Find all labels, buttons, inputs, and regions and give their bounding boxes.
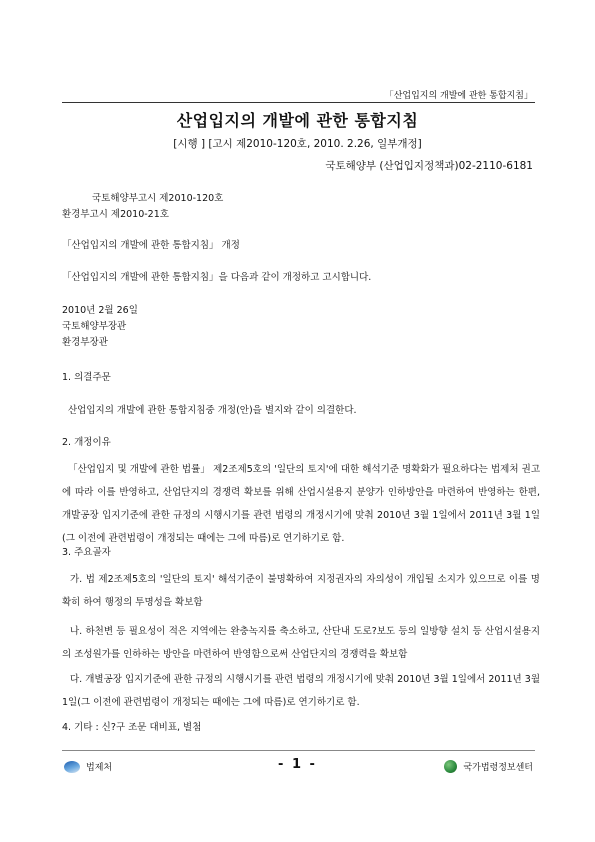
section-3-item-ga: 가. 법 제2조제5호의 '일단의 토지' 해석기준이 불명확하여 지정권자의 자의성이 개입될 소지가 있으므로 이를 명확히 하여 행정의 투명성을 확보함 xyxy=(62,574,540,608)
running-header-title: 「산업입지의 개발에 관한 통합지침」 xyxy=(384,91,533,101)
section-2-text: 「산업입지 및 개발에 관한 법률」 제2조제5호의 '일단의 토지'에 대한 해석기준 명확화가 필요하다는 법제처 권고에 따라 이를 반영하고, 산업단지의 경쟁력 확보를 위해 산업시설용지 분양가 인하방안을 마련하여 반영하는 한편, 개발공장 입지기준에 관한 규정의 시행시기를 관련 법령의 개정시기에 맞춰 2010년 3월 1일에서 2011년 3월 1일(그 이전에 관련법령이 개정되는 때에는 그에 따름)로 연기하기로 함. xyxy=(62,464,540,544)
page-number: - 1 - xyxy=(278,757,317,772)
revision-line: [시행 ] [고시 제2010-120호, 2010. 2.26, 일부개정] xyxy=(173,138,422,150)
notice-date: 2010년 2월 26일 xyxy=(62,305,138,316)
header-divider xyxy=(62,102,535,103)
signer-2: 환경부장관 xyxy=(62,337,108,348)
section-3-heading: 3. 주요골자 xyxy=(62,547,111,558)
law-center-logo-icon xyxy=(444,760,457,773)
notice-number-1: 국토해양부고시 제2010-120호 xyxy=(92,193,224,204)
announce-text: 「산업입지의 개발에 관한 통합지침」을 다음과 같이 개정하고 고시합니다. xyxy=(62,272,372,283)
footer-right-label: 국가법령정보센터 xyxy=(463,763,533,773)
ministry-contact: 국토해양부 (산업입지정책과)02-2110-6181 xyxy=(325,160,533,172)
amend-subject: 「산업입지의 개발에 관한 통합지침」 개정 xyxy=(62,240,240,251)
section-4-text: 4. 기타 : 신?구 조문 대비표, 별첨 xyxy=(62,722,202,733)
section-1-heading: 1. 의결주문 xyxy=(62,372,111,383)
signer-1: 국토해양부장관 xyxy=(62,321,127,332)
footer-left-label: 법제처 xyxy=(86,763,113,773)
section-1-text: 산업입지의 개발에 관한 통합지침중 개정(안)을 별지와 같이 의결한다. xyxy=(68,405,357,416)
footer-divider xyxy=(62,750,535,751)
section-3-item-da: 다. 개별공장 입지기준에 관한 규정의 시행시기를 관련 법령의 개정시기에 맞춰 2010년 3월 1일에서 2011년 3월 1일(그 이전에 관련법령이 개정되는 때에는 그에 따름)로 연기하기로 함. xyxy=(62,674,540,708)
section-3-item-na: 나. 하천변 등 필요성이 적은 지역에는 완충녹지를 축소하고, 산단내 도로?보도 등의 일방향 설치 등 산업시설용지의 조성원가를 인하하는 방안을 마련하여 반영함으로써 산업단지의 경쟁력을 확보함 xyxy=(62,626,540,660)
section-2-heading: 2. 개정이유 xyxy=(62,437,111,448)
notice-number-2: 환경부고시 제2010-21호 xyxy=(62,209,169,220)
document-title: 산업입지의 개발에 관한 통합지침 xyxy=(176,111,419,130)
footer-right xyxy=(444,760,533,773)
